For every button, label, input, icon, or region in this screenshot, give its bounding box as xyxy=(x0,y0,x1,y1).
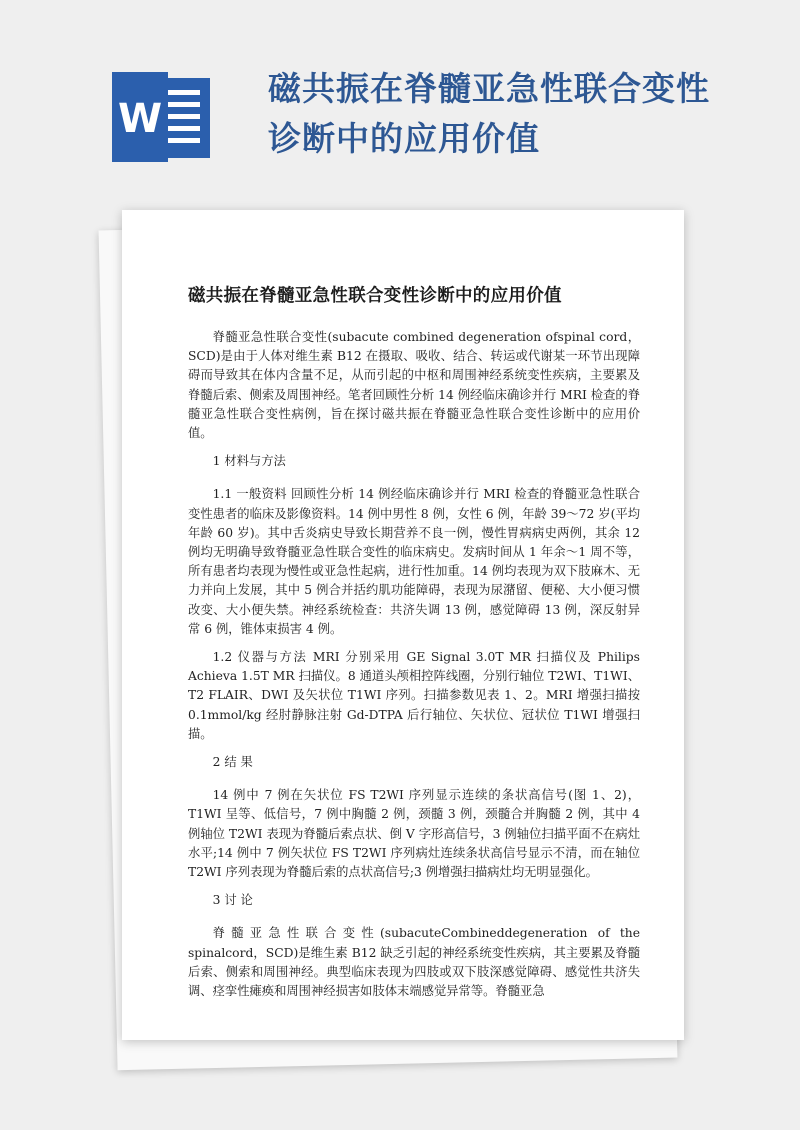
page-title-line-2: 诊断中的应用价值 xyxy=(268,119,540,158)
icon-letter: W xyxy=(117,96,163,142)
paragraph-discussion: 脊髓亚急性联合变性(subacuteCombineddegeneration of the spinalcord，SCD)是维生素 B12 缺乏引起的神经系统变性疾病，其主要累及脊髓后索、侧索和周围神经。典型临床表现为四肢或双下肢深感觉障碍、感觉性共济失调、痉挛性瘫痪和周围神经损害如肢体末端感觉异常等。脊髓亚急 xyxy=(188,926,640,999)
paragraph-results: 14 例中 7 例在矢状位 FS T2WI 序列显示连续的条状高信号(图 1、2)，T1WI 呈等、低信号，7 例中胸髓 2 例，颈髓 3 例，颈髓合并胸髓 2 例，其中 4 例轴位 T2WI 表现为脊髓后索点状、倒 V 字形高信号，3 例轴位扫描平面不在病灶水平;14 例中 7 例矢状位 FS T2WI 序列病灶连续条状高信号显示不清，而在轴位 T2WI 序列表现为脊髓后索的点状高信号;3 例增强扫描病灶均无明显强化。 xyxy=(188,788,640,880)
section-heading-methods: 1 材料与方法 xyxy=(212,454,286,469)
paragraph-equipment-methods: 1.2 仪器与方法 MRI 分别采用 GE Signal 3.0T MR 扫描仪及 Philips Achieva 1.5T MR 扫描仪。8 通道头颅相控阵线圈，分别行轴位 T2WI、T1WI、T2 FLAIR、DWI 及矢状位 T1WI 序列。扫描参数见表 1、2。MRI 增强扫描按 0.1mmol/kg 经肘静脉注射 Gd-DTPA 后行轴位、矢状位、冠状位 T1WI 增强扫描。 xyxy=(188,650,640,741)
document-page xyxy=(122,210,684,1040)
section-heading-discussion: 3 讨 论 xyxy=(212,893,253,908)
page-title xyxy=(268,64,768,164)
paragraph-intro: 脊髓亚急性联合变性(subacute combined degeneration ofspinal cord，SCD)是由于人体对维生素 B12 在摄取、吸收、结合、转运或代谢某一环节出现障碍而导致其在体内含量不足，从而引起的中枢和周围神经系统变性疾病，主要累及脊髓后索、侧索及周围神经。笔者回顾性分析 14 例经临床确诊并行 MRI 检查的脊髓亚急性联合变性病例，旨在探讨磁共振在脊髓亚急性联合变性诊断中的应用价值。 xyxy=(188,330,640,441)
word-document-icon xyxy=(112,72,210,162)
document-body xyxy=(188,328,640,1010)
document-title: 磁共振在脊髓亚急性联合变性诊断中的应用价值 xyxy=(188,286,562,306)
page-title-line-1: 磁共振在脊髓亚急性联合变性 xyxy=(268,69,710,108)
paragraph-general-data: 1.1 一般资料 回顾性分析 14 例经临床确诊并行 MRI 检查的脊髓亚急性联合变性患者的临床及影像资料。14 例中男性 8 例，女性 6 例，年龄 39～72 岁(平均年龄 60 岁)。其中舌炎病史导致长期营养不良一例，慢性胃病病史两例，其余 12 例均无明确导致脊髓亚急性联合变性的临床病史。发病时间从 1 年余～1 周不等，所有患者均表现为慢性或亚急性起病，进行性加重。14 例均表现为双下肢麻木、无力并向上发展，其中 5 例合并括约肌功能障碍，表现为尿潴留、便秘、大小便习惯改变、大小便失禁。神经系统检查：共济失调 13 例，感觉障碍 13 例，深反射异常 6 例，锥体束损害 4 例。 xyxy=(188,487,640,636)
section-heading-results: 2 结 果 xyxy=(212,755,253,770)
